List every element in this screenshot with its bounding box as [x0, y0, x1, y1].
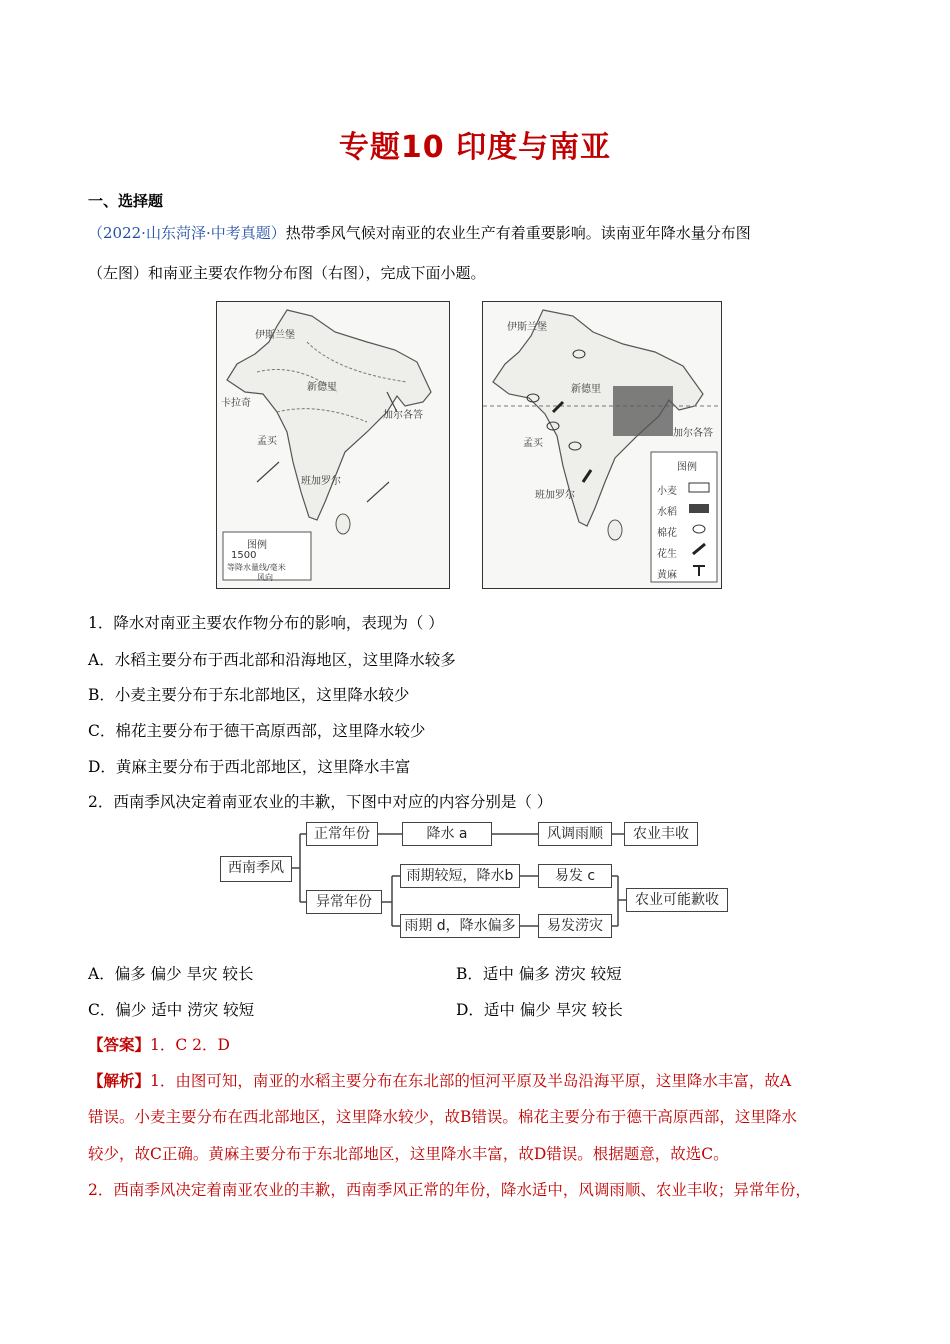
answer-text: 1．C 2．D	[150, 1036, 230, 1054]
wind-arrow	[367, 482, 389, 502]
answer-label: 【答案】	[88, 1035, 151, 1054]
q1-option-b: B．小麦主要分布于东北部地区，这里降水较少	[88, 686, 410, 704]
city-label: 新德里	[571, 384, 601, 395]
city-label: 卡拉奇	[221, 398, 251, 409]
city-label: 班加罗尔	[301, 476, 341, 487]
q2-option-b: B．适中 偏多 涝灾 较短	[456, 965, 622, 983]
city-label: 伊斯兰堡	[507, 322, 547, 333]
flow-normal-year: 正常年份	[306, 822, 378, 846]
city-label: 伊斯兰堡	[255, 330, 295, 341]
answer-line	[88, 1033, 230, 1055]
legend-item: 棉花	[657, 528, 677, 539]
monsoon-flowchart	[220, 820, 730, 944]
legend-wind: 风向	[257, 573, 273, 582]
analysis-line-2: 错误。小麦主要分布在西北部地区，这里降水较少，故B错误。棉花主要分布于德干高原西部，这里降水	[88, 1108, 797, 1126]
city-label: 加尔各答	[673, 428, 713, 439]
flow-poor-harvest: 农业可能歉收	[626, 888, 728, 912]
q2-option-c: C．偏少 适中 涝灾 较短	[88, 1001, 255, 1019]
q1-option-a: A．水稻主要分布于西北部和沿海地区，这里降水较多	[88, 651, 456, 669]
flow-rain-a: 降水 a	[402, 822, 492, 846]
analysis-label: 【解析】	[88, 1071, 151, 1090]
legend-value: 1500	[231, 550, 257, 561]
legend-item: 黄麻	[657, 570, 677, 581]
intro-line-1	[88, 222, 868, 244]
legend-item: 小麦	[657, 486, 677, 497]
flow-long-rain-d: 雨期 d，降水偏多	[400, 914, 520, 938]
rice-area	[613, 386, 673, 436]
flow-short-rain-b: 雨期较短，降水b	[400, 864, 520, 888]
analysis-line-4: 2．西南季风决定着南亚农业的丰歉，西南季风正常的年份，降水适中，风调雨顺、农业丰收；异常年份，	[88, 1181, 811, 1199]
crop-map-drawing	[483, 302, 721, 588]
flow-smooth-weather: 风调雨顺	[538, 822, 612, 846]
intro-line-2: （左图）和南亚主要农作物分布图（右图），完成下面小题。	[88, 264, 486, 282]
q1-option-d: D．黄麻主要分布于西北部地区，这里降水丰富	[88, 758, 411, 776]
crop-map	[482, 301, 722, 589]
flow-root: 西南季风	[220, 856, 292, 882]
question-source: （2022·山东菏泽·中考真题）	[88, 224, 286, 242]
legend-title: 图例	[677, 462, 697, 473]
city-label: 孟买	[257, 436, 277, 447]
analysis-line-1	[88, 1069, 791, 1091]
rainfall-map	[216, 301, 450, 589]
rice-symbol	[689, 504, 709, 513]
legend-title: 图例	[247, 540, 267, 551]
sri-lanka-outline	[608, 520, 622, 540]
city-label: 新德里	[307, 382, 337, 393]
q1-stem: 1．降水对南亚主要农作物分布的影响，表现为（ ）	[88, 614, 444, 632]
legend-item: 花生	[657, 549, 677, 560]
intro-text-1: 热带季风气候对南亚的农业生产有着重要影响。读南亚年降水量分布图	[285, 224, 751, 242]
flow-flood: 易发涝灾	[538, 914, 612, 938]
analysis-text-1: 1．由图可知，南亚的水稻主要分布在东北部的恒河平原及半岛沿海平原，这里降水丰富，故A	[150, 1072, 792, 1090]
city-label: 孟买	[523, 438, 543, 449]
flow-harvest: 农业丰收	[624, 822, 698, 846]
city-label: 班加罗尔	[535, 490, 575, 501]
analysis-line-3: 较少，故C正确。黄麻主要分布于东北部地区，这里降水丰富，故D错误。根据题意，故选C。	[88, 1145, 729, 1163]
sri-lanka-outline	[336, 514, 350, 534]
section-heading: 一、选择题	[88, 192, 164, 210]
city-label: 加尔各答	[383, 410, 423, 421]
page-title: 专题10 印度与南亚	[338, 130, 612, 165]
q2-option-d: D．适中 偏少 旱灾 较长	[456, 1001, 623, 1019]
flow-abnormal-year: 异常年份	[306, 890, 382, 914]
flow-prone-c: 易发 c	[538, 864, 612, 888]
q2-stem: 2．西南季风决定着南亚农业的丰歉，下图中对应的内容分别是（ ）	[88, 793, 553, 811]
legend-isohyet: 等降水量线/毫米	[227, 563, 286, 572]
q2-option-a: A．偏多 偏少 旱灾 较长	[88, 965, 254, 983]
q1-option-c: C．棉花主要分布于德干高原西部，这里降水较少	[88, 722, 426, 740]
wind-arrow	[257, 462, 279, 482]
legend-item: 水稻	[657, 507, 677, 518]
